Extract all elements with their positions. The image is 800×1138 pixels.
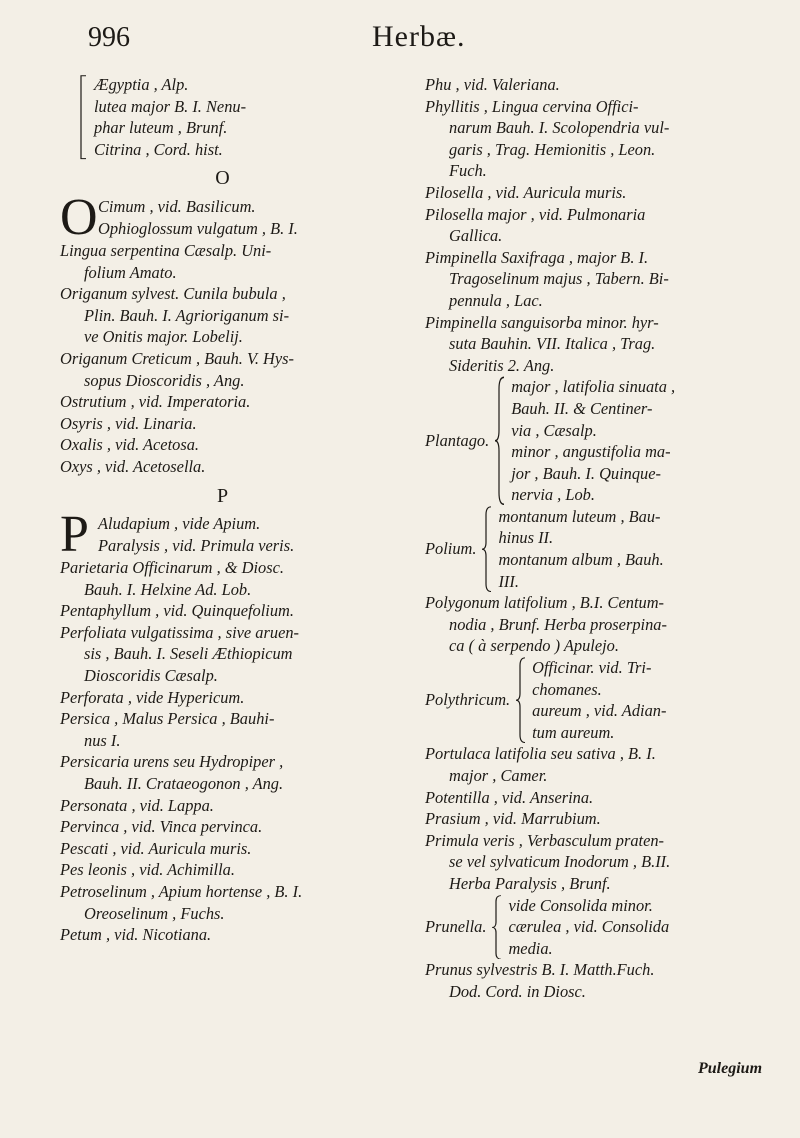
entry-line: Plin. Bauh. I. Agrioriganum si- [84, 305, 290, 325]
entry-line: Aludapium , vide Apium. [98, 514, 261, 534]
left-column [60, 74, 385, 946]
entry-line: Paralysis , vid. Primula veris. [98, 535, 295, 555]
entry-line: major , Camer. [449, 766, 548, 785]
entry-line: Petum , vid. Nicotiana. [60, 925, 212, 945]
bracket-line: hinus II. [498, 528, 554, 548]
catchword: Pulegium [698, 1060, 763, 1077]
dropcap-paragraph-p [60, 506, 385, 564]
bracket-line: III. [498, 571, 519, 591]
entry-line: Herba Paralysis , Brunf. [449, 873, 611, 893]
dropcap-o: O [60, 188, 98, 246]
entry-line: Gallica. [449, 226, 503, 246]
entry-line: Pescati , vid. Auricula muris. [60, 838, 252, 858]
entry-line: nodia , Brunf. Herba proserpina- [449, 614, 667, 634]
bracket-line: vide Consolida minor. [508, 895, 653, 915]
bracket-line: via , Cæsalp. [511, 420, 597, 440]
entry-line: Portulaca latifolia seu sativa , B. I. [425, 744, 656, 764]
bracket-line: Citrina , Cord. hist. [94, 139, 223, 159]
section-letter-o: O [215, 167, 230, 190]
entry-line: Oxalis , vid. Acetosa. [60, 435, 199, 455]
bracket-lead: Prunella. [425, 917, 487, 937]
bracket-line: aureum , vid. Adian- [532, 701, 667, 721]
bracket-lead: Plantago. [425, 431, 490, 451]
bracket-lead: Polythricum. [425, 690, 511, 710]
brace-icon [482, 506, 492, 592]
dropcap-paragraph-o [60, 188, 385, 246]
plantago-bracket-group [425, 376, 780, 506]
entry-line: Primula veris , Verbasculum praten- [425, 830, 664, 850]
brace-icon [495, 376, 505, 506]
section-letter-p: P [216, 484, 229, 507]
bracket-line: nervia , Lob. [511, 485, 595, 505]
brace-icon [492, 895, 502, 960]
entry-line: Potentilla , vid. Anserina. [425, 787, 594, 807]
entry-line: Persicaria urens seu Hydropiper , [60, 752, 284, 772]
entry-line: Parietaria Officinarum , & Diosc. [60, 558, 284, 578]
entry-line: Pilosella , vid. Auricula muris. [425, 182, 627, 202]
entry-line: Bauh. II. Crataeogonon , Ang. [84, 774, 284, 794]
bracket-lead: Polium. [425, 539, 477, 559]
entry-line: Pervinca , vid. Vinca pervinca. [60, 817, 263, 837]
bracket-line: montanum luteum , Bau- [498, 506, 661, 526]
entry-line: Personata , vid. Lappa. [60, 795, 214, 815]
entry-line: sis , Bauh. I. Seseli Æthiopicum [84, 644, 293, 664]
bracket-line: montanum album , Bauh. [498, 550, 664, 570]
entry-line: Tragoselinum majus , Tabern. Bi- [449, 269, 669, 289]
entry-line: suta Bauhin. VII. Italica , Trag. [449, 334, 656, 354]
entry-line: Persica , Malus Persica , Bauhi- [60, 709, 275, 729]
brace-icon [516, 657, 526, 743]
page-number: 996 [88, 22, 130, 53]
entry-line: narum Bauh. I. Scolopendria vul- [449, 118, 670, 138]
prunella-bracket-group [425, 895, 780, 960]
entry-line: Dioscoridis Cæsalp. [84, 666, 218, 686]
entry-line: Pentaphyllum , vid. Quinquefolium. [60, 601, 294, 621]
entry-line: Pimpinella sanguisorba minor. hyr- [425, 312, 659, 332]
bracket-line: lutea major B. I. Nenu- [94, 96, 247, 116]
entry-line: folium Amato. [84, 262, 177, 282]
entry-line: Petroselinum , Apium hortense , B. I. [60, 882, 303, 901]
aegyptia-bracket-group [78, 74, 385, 160]
entry-line: se vel sylvaticum Inodorum , B.II. [449, 852, 671, 872]
entry-line: ca ( à serpendo ) Apulejo. [449, 636, 619, 656]
bracket-line: Officinar. vid. Tri- [532, 658, 652, 678]
entry-line: Pimpinella Saxifraga , major B. I. [425, 247, 649, 267]
bracket-line: tum aureum. [532, 722, 615, 742]
running-title: Herbæ. [372, 20, 466, 53]
entry-line: Pes leonis , vid. Achimilla. [60, 860, 235, 880]
entry-line: Perfoliata vulgatissima , sive aruen- [60, 622, 300, 642]
bracket-line: Bauh. II. & Centiner- [511, 398, 653, 418]
entry-line: sopus Dioscoridis , Ang. [84, 370, 245, 390]
polium-bracket-group [425, 506, 780, 592]
entry-line: Polygonum latifolium , B.I. Centum- [425, 593, 665, 613]
entry-line: Origanum Creticum , Bauh. V. Hys- [60, 348, 295, 368]
entry-line: Perforata , vide Hypericum. [60, 687, 245, 707]
entry-line: Ophioglossum vulgatum , B. I. [98, 218, 298, 238]
entry-line: Dod. Cord. in Diosc. [449, 981, 586, 1001]
bracket-icon [78, 74, 88, 160]
entry-line: Fuch. [449, 161, 487, 181]
entry-line: Prunus sylvestris B. I. Matth.Fuch. [425, 960, 655, 980]
entry-line: Phyllitis , Lingua cervina Offici- [425, 96, 639, 116]
entry-line: Origanum sylvest. Cunila bubula , [60, 284, 286, 304]
entry-line: nus I. [84, 730, 121, 750]
bracket-line: minor , angustifolia ma- [511, 442, 671, 462]
right-column [425, 74, 780, 1003]
bracket-line: phar luteum , Brunf. [94, 118, 228, 138]
entry-line: Osyris , vid. Linaria. [60, 413, 197, 433]
bracket-line: jor , Bauh. I. Quinque- [511, 463, 661, 483]
dropcap-p: P [60, 506, 89, 564]
entry-line: Bauh. I. Helxine Ad. Lob. [84, 579, 252, 599]
entry-line: garis , Trag. Hemionitis , Leon. [449, 139, 656, 159]
entry-line: Lingua serpentina Cæsalp. Uni- [60, 240, 272, 260]
bracket-line: Ægyptia , Alp. [94, 75, 189, 94]
entry-line: Prasium , vid. Marrubium. [425, 809, 601, 829]
polythricum-bracket-group [425, 657, 780, 743]
entry-line: Pilosella major , vid. Pulmonaria [425, 204, 646, 224]
entry-line: pennula , Lac. [449, 290, 543, 310]
bracket-line: major , latifolia sinuata , [511, 377, 676, 397]
entry-line: Oreoselinum , Fuchs. [84, 903, 225, 923]
entry-line: ve Onitis major. Lobelij. [84, 327, 243, 347]
entry-line: Phu , vid. Valeriana. [425, 75, 560, 94]
bracket-line: chomanes. [532, 679, 602, 699]
entry-line: Oxys , vid. Acetosella. [60, 456, 206, 476]
bracket-line: cærulea , vid. Consolida [508, 917, 670, 937]
entry-line: Sideritis 2. Ang. [449, 355, 555, 375]
entry-line: Cimum , vid. Basilicum. [98, 196, 256, 216]
bracket-line: media. [508, 938, 553, 958]
entry-line: Ostrutium , vid. Imperatoria. [60, 392, 251, 412]
